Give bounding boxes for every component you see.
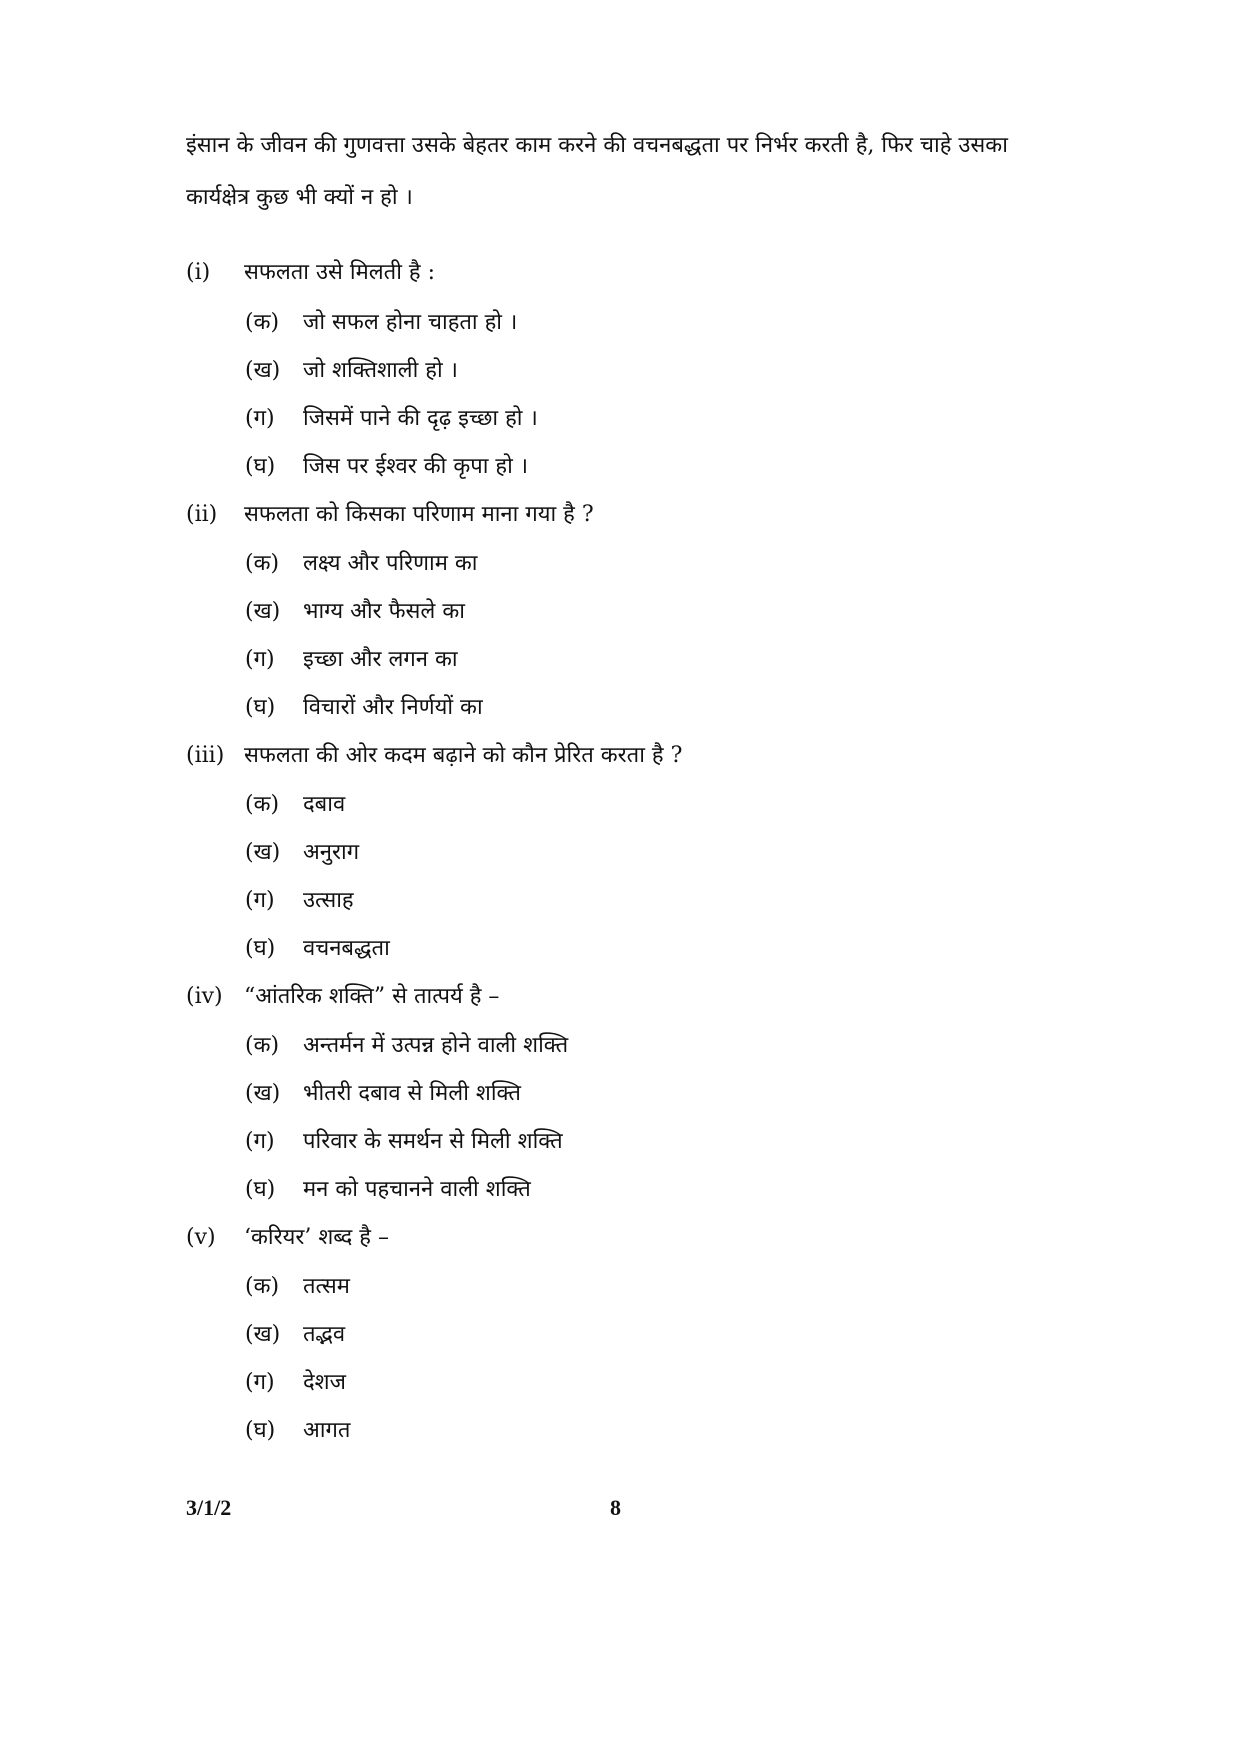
option-label: (क) <box>245 310 280 335</box>
passage-text: इंसान के जीवन की गुणवत्ता उसके बेहतर काम करने की वचनबद्धता पर निर्भर करती है, फिर चाहे उसका कार्यक्षेत्र कुछ भी क्यों न हो । <box>186 133 1008 210</box>
option-text: तत्सम <box>303 1274 350 1299</box>
option-label: (घ) <box>245 454 276 479</box>
option-label: (ख) <box>245 358 281 383</box>
question-number: (iv) <box>186 984 223 1009</box>
option-label: (क) <box>245 551 280 576</box>
option-text: अनुराग <box>303 840 360 865</box>
option-text: उत्साह <box>303 888 354 913</box>
option-text: आगत <box>303 1418 351 1443</box>
option-label: (क) <box>245 1033 280 1058</box>
option-label: (घ) <box>245 695 276 720</box>
page-number: 8 <box>610 1495 621 1520</box>
question-number: (v) <box>186 1225 216 1250</box>
option-text: इच्छा और लगन का <box>303 647 458 672</box>
option-text: मन को पहचानने वाली शक्ति <box>303 1177 531 1202</box>
question-number: (iii) <box>186 743 225 768</box>
option-text: तद्भव <box>303 1322 346 1347</box>
option-text: जो शक्तिशाली हो । <box>303 358 458 383</box>
option-text: लक्ष्य और परिणाम का <box>303 551 478 576</box>
question-number: (ii) <box>186 502 218 527</box>
option-text: देशज <box>303 1370 346 1395</box>
option-label: (क) <box>245 1274 280 1299</box>
option-text: भाग्य और फैसले का <box>303 599 465 624</box>
option-text: वचनबद्धता <box>303 936 390 961</box>
question-text: ‘करियर’ शब्द है – <box>244 1225 389 1250</box>
option-text: जिसमें पाने की दृढ़ इच्छा हो । <box>303 406 538 431</box>
option-text: परिवार के समर्थन से मिली शक्ति <box>303 1129 563 1154</box>
option-label: (ग) <box>245 1129 275 1154</box>
option-text: अन्तर्मन में उत्पन्न होने वाली शक्ति <box>303 1033 569 1058</box>
option-label: (ख) <box>245 599 281 624</box>
option-label: (ख) <box>245 1081 281 1106</box>
question-text: सफलता उसे मिलती है : <box>244 260 435 285</box>
option-label: (ग) <box>245 888 275 913</box>
question-text: “आंतरिक शक्ति” से तात्पर्य है – <box>244 984 500 1009</box>
paper-code: 3/1/2 <box>186 1495 232 1520</box>
option-label: (घ) <box>245 936 276 961</box>
option-text: जिस पर ईश्वर की कृपा हो । <box>303 454 529 479</box>
option-text: जो सफल होना चाहता हो । <box>303 310 518 335</box>
option-label: (ग) <box>245 406 275 431</box>
option-label: (क) <box>245 792 280 817</box>
question-text: सफलता की ओर कदम बढ़ाने को कौन प्रेरित करता है ? <box>244 743 683 768</box>
option-text: विचारों और निर्णयों का <box>303 695 483 720</box>
option-label: (ख) <box>245 840 281 865</box>
question-text: सफलता को किसका परिणाम माना गया है ? <box>244 502 594 527</box>
question-number: (i) <box>186 260 211 285</box>
option-label: (ग) <box>245 647 275 672</box>
option-label: (ख) <box>245 1322 281 1347</box>
option-label: (ग) <box>245 1370 275 1395</box>
option-label: (घ) <box>245 1418 276 1443</box>
option-label: (घ) <box>245 1177 276 1202</box>
option-text: दबाव <box>303 792 346 817</box>
option-text: भीतरी दबाव से मिली शक्ति <box>303 1081 521 1106</box>
